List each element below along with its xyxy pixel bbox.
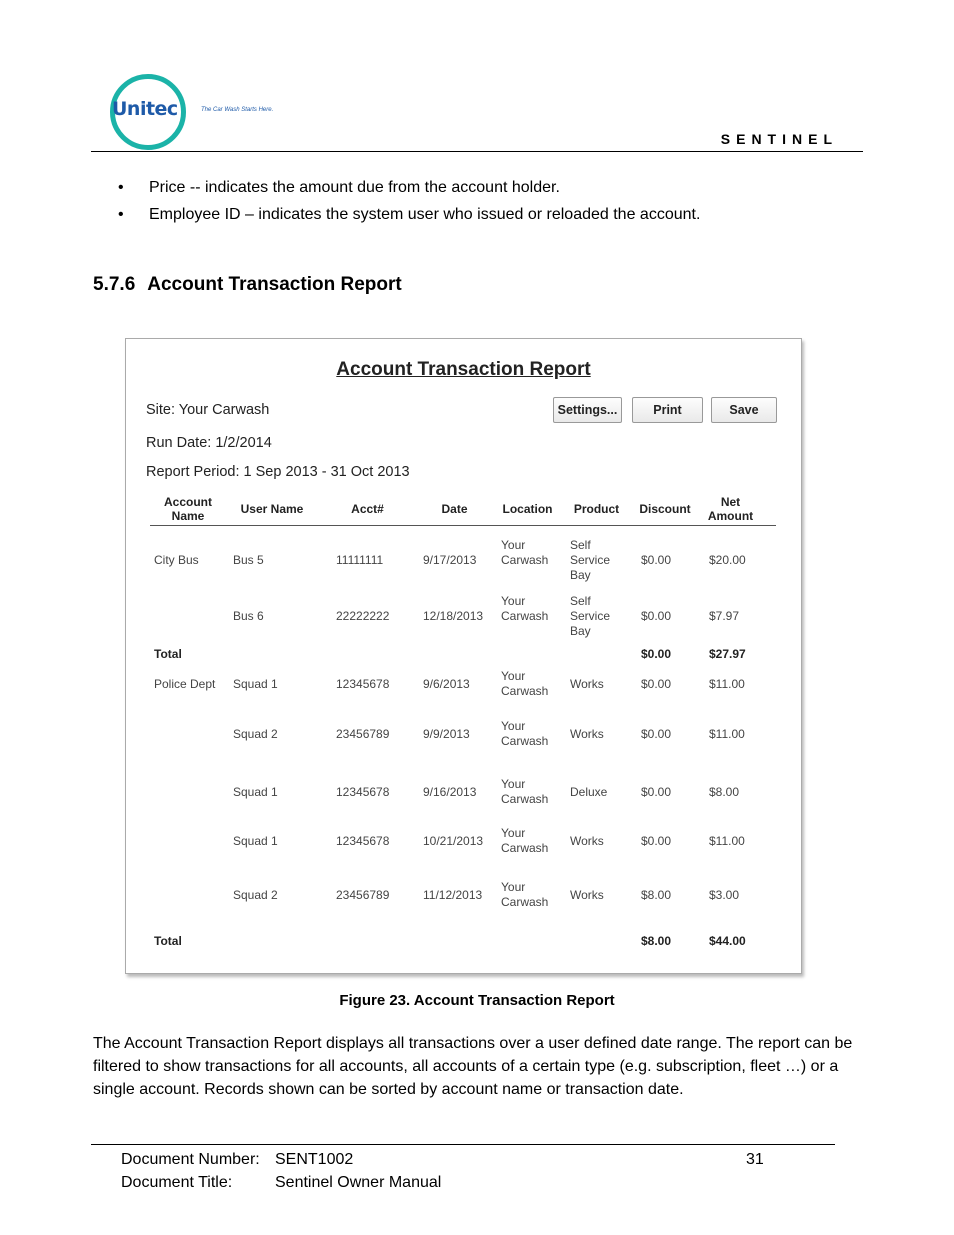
section-title: Account Transaction Report [147, 274, 402, 295]
bullet-item: • Price -- indicates the amount due from the account holder. [118, 178, 700, 205]
cell-net-amount: $20.00 [709, 553, 746, 567]
cell-location: Your Carwash [501, 594, 549, 623]
cell-user-name: Squad 1 [233, 785, 278, 799]
cell-acct-number: 23456789 [336, 727, 390, 741]
cell-date: 9/6/2013 [423, 677, 470, 691]
cell-net-amount: $11.00 [709, 727, 745, 741]
cell-discount: $0.00 [641, 677, 672, 691]
cell-product: Self Service Bay [570, 538, 611, 582]
column-header-product: Product [573, 502, 620, 516]
doc-number-label: Document Number: [121, 1151, 260, 1168]
total-net-amount: $27.97 [709, 647, 746, 661]
settings-button[interactable]: Settings... [553, 397, 622, 423]
cell-product: Works [570, 727, 604, 741]
cell-date: 9/16/2013 [423, 785, 477, 799]
cell-net-amount: $11.00 [709, 677, 745, 691]
cell-net-amount: $11.00 [709, 834, 745, 848]
cell-date: 9/9/2013 [423, 727, 470, 741]
report-period: Report Period: 1 Sep 2013 - 31 Oct 2013 [146, 464, 410, 480]
cell-product: Works [570, 677, 604, 691]
footer-divider [91, 1144, 835, 1145]
logo-tagline: The Car Wash Starts Here. [201, 107, 274, 113]
brand-name: SENTINEL [720, 131, 838, 147]
report-title: Account Transaction Report [336, 359, 591, 380]
report-run-date: Run Date: 1/2/2014 [146, 435, 272, 451]
report-figure [125, 338, 802, 974]
total-label: Total [154, 934, 182, 948]
description-paragraph: The Account Transaction Report displays all transactions over a user defined date range. The report can be filtered to show transactions for all accounts, all accounts of a certain type (e.g. subscription, fleet …) or a single account. Records shown can be sorted by account name or transaction date. [93, 1035, 853, 1098]
cell-net-amount: $3.00 [709, 888, 740, 902]
cell-discount: $0.00 [641, 785, 672, 799]
cell-product: Works [570, 888, 604, 902]
column-header-account-name: Account Name [164, 495, 212, 523]
cell-date: 12/18/2013 [423, 609, 484, 623]
cell-location: Your Carwash [501, 719, 549, 748]
column-header-location: Location [502, 502, 553, 516]
cell-location: Your Carwash [501, 538, 549, 567]
cell-product: Works [570, 834, 604, 848]
doc-title-label: Document Title: [121, 1174, 233, 1191]
column-header-net-amount: Net Amount [707, 495, 754, 523]
cell-user-name: Squad 2 [233, 888, 278, 902]
cell-acct-number: 12345678 [336, 834, 390, 848]
cell-user-name: Squad 1 [233, 677, 278, 691]
print-button[interactable]: Print [632, 397, 703, 423]
column-header-discount: Discount [639, 502, 691, 516]
cell-net-amount: $8.00 [709, 785, 740, 799]
cell-product: Deluxe [570, 785, 608, 799]
cell-user-name: Bus 6 [233, 609, 264, 623]
column-header-acct-number: Acct# [351, 502, 384, 516]
logo-wordmark: Unitec [112, 98, 178, 120]
cell-discount: $0.00 [641, 834, 672, 848]
cell-acct-number: 11111111 [336, 553, 384, 567]
cell-account-name: Police Dept [154, 677, 216, 691]
unitec-logo [108, 74, 298, 148]
cell-location: Your Carwash [501, 777, 549, 806]
bullet-item: • Employee ID – indicates the system user who issued or reloaded the account. [118, 205, 700, 232]
bullet-list [118, 178, 700, 232]
total-discount: $8.00 [641, 934, 672, 948]
column-header-date: Date [441, 502, 468, 516]
report-site: Site: Your Carwash [146, 402, 270, 418]
page-number: 31 [746, 1151, 764, 1168]
total-label: Total [154, 647, 182, 661]
cell-location: Your Carwash [501, 880, 549, 909]
cell-user-name: Squad 1 [233, 834, 278, 848]
figure-caption: Figure 23. Account Transaction Report [339, 992, 615, 1009]
cell-user-name: Squad 2 [233, 727, 278, 741]
header-divider [91, 151, 863, 152]
total-net-amount: $44.00 [709, 934, 746, 948]
total-discount: $0.00 [641, 647, 672, 661]
cell-location: Your Carwash [501, 826, 549, 855]
save-button[interactable]: Save [711, 397, 777, 423]
cell-acct-number: 12345678 [336, 677, 390, 691]
cell-net-amount: $7.97 [709, 609, 740, 623]
doc-number: SENT1002 [275, 1151, 354, 1168]
cell-acct-number: 22222222 [336, 609, 390, 623]
cell-discount: $0.00 [641, 609, 672, 623]
cell-discount: $8.00 [641, 888, 672, 902]
cell-location: Your Carwash [501, 669, 549, 698]
cell-user-name: Bus 5 [233, 553, 264, 567]
doc-title: Sentinel Owner Manual [275, 1174, 442, 1191]
cell-date: 11/12/2013 [423, 888, 483, 902]
cell-date: 9/17/2013 [423, 553, 477, 567]
cell-date: 10/21/2013 [423, 834, 484, 848]
cell-account-name: City Bus [154, 553, 199, 567]
cell-product: Self Service Bay [570, 594, 611, 638]
column-header-user-name: User Name [240, 502, 304, 516]
cell-acct-number: 23456789 [336, 888, 390, 902]
section-number: 5.7.6 [93, 274, 136, 295]
cell-discount: $0.00 [641, 727, 672, 741]
cell-discount: $0.00 [641, 553, 672, 567]
cell-acct-number: 12345678 [336, 785, 390, 799]
section-heading [93, 274, 402, 296]
